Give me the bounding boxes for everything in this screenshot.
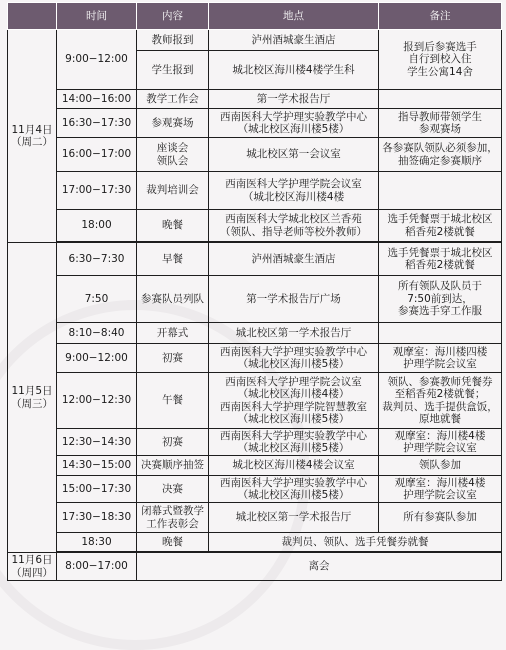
content-cell: 晚餐 <box>137 533 209 552</box>
note-cell: 各参赛队领队必须参加， 抽签确定参赛顺序 <box>379 138 502 172</box>
time-cell: 14:00−16:00 <box>57 90 137 109</box>
note-cell: 观摩室：海川楼4楼 护理学院会议室 <box>379 429 502 456</box>
table-row <box>8 109 502 138</box>
time-cell: 15:00−17:30 <box>57 476 137 503</box>
table-row <box>8 429 502 456</box>
note-cell: 所有参赛队参加 <box>379 503 502 533</box>
time-cell: 12:30−14:30 <box>57 429 137 456</box>
table-row <box>8 276 502 323</box>
place-cell: 西南医科大学护理学院会议室 （城北校区海川楼4楼） 西南医科大学护理学院智慧教室 （城北校区海川楼5楼） <box>209 373 379 429</box>
content-cell: 午餐 <box>137 373 209 429</box>
time-cell: 14:30−15:00 <box>57 456 137 476</box>
content-cell: 参赛队员列队 <box>137 276 209 323</box>
table-row <box>8 30 502 51</box>
place-cell: 西南医科大学护理实验教学中心 （城北校区海川楼5楼） <box>209 109 379 138</box>
time-cell: 9:00−12:00 <box>57 30 137 90</box>
table-row <box>8 456 502 476</box>
header-note: 备注 <box>379 3 502 30</box>
note-cell <box>379 323 502 344</box>
time-cell: 17:30−18:30 <box>57 503 137 533</box>
note-cell: 报到后参赛选手 自行到校入住 学生公寓14舍 <box>379 30 502 90</box>
content-cell: 早餐 <box>137 243 209 276</box>
table-row <box>8 503 502 533</box>
time-cell: 7:50 <box>57 276 137 323</box>
place-cell: 城北校区第一会议室 <box>209 138 379 172</box>
note-cell: 所有领队及队员于 7:50前到达， 参赛选手穿工作服 <box>379 276 502 323</box>
place-cell: 西南医科大学护理实验教学中心 （城北校区海川楼5楼） <box>209 476 379 503</box>
content-cell: 开幕式 <box>137 323 209 344</box>
place-cell: 西南医科大学城北校区兰香苑 （领队、指导老师等校外教师） <box>209 210 379 242</box>
time-cell: 6:30−7:30 <box>57 243 137 276</box>
place-cell: 第一学术报告厅 <box>209 90 379 109</box>
header-date <box>8 3 57 30</box>
header-time: 时间 <box>57 3 137 30</box>
place-cell: 西南医科大学护理学院会议室 （城北校区海川楼4楼 <box>209 172 379 210</box>
note-cell: 指导教师带领学生 参观赛场 <box>379 109 502 138</box>
table-row <box>8 243 502 276</box>
time-cell: 9:00−12:00 <box>57 344 137 373</box>
note-cell: 选手凭餐票于城北校区 稻香苑2楼就餐 <box>379 210 502 242</box>
content-cell: 裁判培训会 <box>137 172 209 210</box>
date-cell: 11月6日 （周四） <box>8 553 57 581</box>
content-cell: 教学工作会 <box>137 90 209 109</box>
table-row <box>8 476 502 503</box>
place-cell: 城北校区第一学术报告厅 <box>209 323 379 344</box>
note-cell <box>379 172 502 210</box>
table-row <box>8 323 502 344</box>
place-cell: 城北校区第一学术报告厅 <box>209 503 379 533</box>
header-row <box>8 3 502 30</box>
table-row <box>8 172 502 210</box>
note-cell: 选手凭餐票于城北校区 稻香苑2楼就餐 <box>379 243 502 276</box>
table-row <box>8 344 502 373</box>
content-cell: 闭幕式暨教学 工作表彰会 <box>137 503 209 533</box>
time-cell: 17:00−17:30 <box>57 172 137 210</box>
header-place: 地点 <box>209 3 379 30</box>
content-cell: 参观赛场 <box>137 109 209 138</box>
content-cell: 离会 <box>137 553 502 581</box>
content-cell: 初赛 <box>137 429 209 456</box>
time-cell: 18:00 <box>57 210 137 242</box>
content-cell: 座谈会 领队会 <box>137 138 209 172</box>
time-cell: 16:30−17:30 <box>57 109 137 138</box>
time-cell: 16:00−17:00 <box>57 138 137 172</box>
time-cell: 18:30 <box>57 533 137 552</box>
note-cell <box>379 90 502 109</box>
place-cell: 泸州酒城豪生酒店 <box>209 30 379 51</box>
table-row <box>8 553 502 581</box>
place-cell: 西南医科大学护理实验教学中心 （城北校区海川楼5楼） <box>209 429 379 456</box>
time-cell: 8:10−8:40 <box>57 323 137 344</box>
content-cell: 晚餐 <box>137 210 209 242</box>
place-cell: 西南医科大学护理实验教学中心 （城北校区海川楼5楼） <box>209 344 379 373</box>
content-cell: 初赛 <box>137 344 209 373</box>
place-cell: 泸州酒城豪生酒店 <box>209 243 379 276</box>
date-cell: 11月4日 （周二） <box>8 30 57 243</box>
content-cell: 决赛 <box>137 476 209 503</box>
table-row <box>8 138 502 172</box>
place-cell: 第一学术报告厅广场 <box>209 276 379 323</box>
table-row <box>8 90 502 109</box>
place-cell: 城北校区海川楼4楼会议室 <box>209 456 379 476</box>
date-cell: 11月5日 （周三） <box>8 243 57 553</box>
table-row <box>8 533 502 552</box>
note-cell: 观摩室：海川楼四楼 护理学院会议室 <box>379 344 502 373</box>
note-cell: 领队、参赛教师凭餐券 至稻香苑2楼就餐； 裁判员、选手提供盒饭， 原地就餐 <box>379 373 502 429</box>
time-cell: 12:00−12:30 <box>57 373 137 429</box>
content-cell: 决赛顺序抽签 <box>137 456 209 476</box>
note-cell: 领队参加 <box>379 456 502 476</box>
content-cell: 学生报到 <box>137 51 209 90</box>
note-cell: 观摩室：海川楼4楼 护理学院会议室 <box>379 476 502 503</box>
table-row <box>8 210 502 242</box>
header-content: 内容 <box>137 3 209 30</box>
table-row <box>8 373 502 429</box>
schedule-table <box>7 2 502 581</box>
time-cell: 8:00−17:00 <box>57 553 137 581</box>
place-note-cell: 裁判员、领队、选手凭餐券就餐 <box>209 533 502 552</box>
place-cell: 城北校区海川楼4楼学生科 <box>209 51 379 90</box>
content-cell: 教师报到 <box>137 30 209 51</box>
